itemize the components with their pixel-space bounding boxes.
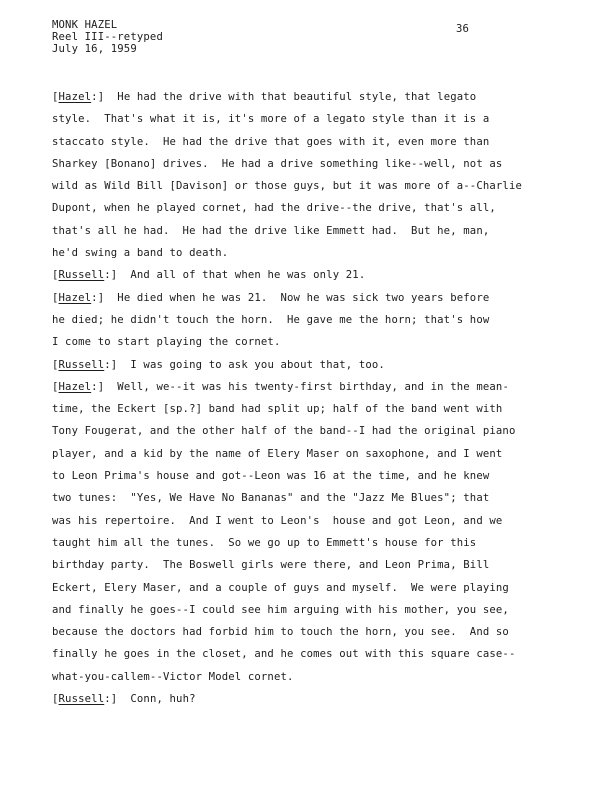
line-text: birthday party. The Boswell girls were there, and Leon Prima, Bill (52, 559, 490, 572)
line-text: style. That's what it is, it's more of a legato style than it is a (52, 113, 490, 126)
transcript-line (52, 420, 572, 442)
speaker-label: Hazel (58, 91, 92, 103)
line-text: I was going to ask you about that, too. (130, 358, 385, 371)
line-text: He died when he was 21. Now he was sick two years before (117, 291, 490, 304)
line-text: finally he goes in the closet, and he comes out with this square case-- (52, 648, 516, 661)
document-header (52, 19, 163, 55)
transcript-line (52, 621, 572, 643)
transcript-line (52, 599, 572, 621)
line-text: He had the drive with that beautiful style, that legato (117, 91, 477, 103)
reel-label: Reel III--retyped (52, 31, 163, 43)
line-text: Sharkey [Bonano] drives. He had a drive something like--well, not as (52, 157, 503, 170)
speaker-label: Russell (58, 269, 105, 282)
transcript-line: [Russell:] Conn, huh? (52, 693, 196, 706)
line-text: because the doctors had forbid him to touch the horn, you see. And so (52, 626, 509, 639)
transcript-line (52, 309, 572, 331)
transcript-line (52, 554, 572, 576)
line-text: he'd swing a band to death. (52, 247, 229, 260)
line-text: taught him all the tunes. So we go up to Emmett's house for this (52, 536, 477, 549)
line-text: Eckert, Elery Maser, and a couple of guys and myself. We were playing (52, 581, 509, 594)
transcript-line (52, 443, 572, 465)
transcript-line (52, 398, 572, 420)
line-text: Well, we--it was his twenty-first birthday, and in the mean- (117, 380, 509, 393)
transcript-line (52, 242, 572, 264)
transcript-line (52, 197, 572, 219)
speaker-label: Russell (58, 693, 105, 706)
transcript-line (52, 331, 572, 353)
interviewee-name: MONK HAZEL (52, 19, 118, 31)
transcript-line (52, 153, 572, 175)
line-text: staccato style. He had the drive that goes with it, even more than (52, 135, 490, 148)
line-text: And all of that when he was only 21. (130, 269, 366, 282)
line-text: I come to start playing the cornet. (52, 336, 281, 349)
transcript-line (52, 532, 572, 554)
transcript-body (52, 86, 572, 710)
transcript-line (52, 666, 572, 688)
interview-date: July 16, 1959 (52, 43, 137, 55)
line-text: that's all he had. He had the drive like Emmett had. But he, man, (52, 224, 490, 237)
line-text: Dupont, when he played cornet, had the drive--the drive, that's all, (52, 202, 496, 215)
transcript-line: [Hazel:] He had the drive with that beautiful style, that legato (52, 91, 477, 103)
speaker-label: Hazel (58, 291, 92, 304)
transcript-line: [Hazel:] Well, we--it was his twenty-first birthday, and in the mean- (52, 380, 509, 393)
transcript-line (52, 131, 572, 153)
line-text: time, the Eckert [sp.?] band had split up; half of the band went with (52, 403, 503, 416)
line-text: was his repertoire. And I went to Leon's house and got Leon, and we (52, 514, 503, 527)
line-text: player, and a kid by the name of Elery Maser on saxophone, and I went (52, 447, 503, 460)
transcript-line (52, 487, 572, 509)
page-number: 36 (456, 23, 470, 35)
transcript-line (52, 220, 572, 242)
line-text: Conn, huh? (130, 693, 196, 706)
transcript-line (52, 643, 572, 665)
line-text: to Leon Prima's house and got--Leon was 16 at the time, and he knew (52, 470, 490, 483)
speaker-label: Hazel (58, 380, 92, 393)
line-text: what-you-callem--Victor Model cornet. (52, 670, 294, 683)
transcript-line (52, 465, 572, 487)
transcript-line: [Russell:] And all of that when he was only 21. (52, 269, 366, 282)
transcript-line: [Russell:] I was going to ask you about that, too. (52, 358, 385, 371)
transcript-line: [Hazel:] He died when he was 21. Now he was sick two years before (52, 291, 490, 304)
speaker-label: Russell (58, 358, 105, 371)
line-text: wild as Wild Bill [Davison] or those guys, but it was more of a--Charlie (52, 180, 523, 193)
transcript-line (52, 510, 572, 532)
transcript-line (52, 175, 572, 197)
line-text: and finally he goes--I could see him arguing with his mother, you see, (52, 603, 509, 616)
line-text: two tunes: "Yes, We Have No Bananas" and the "Jazz Me Blues"; that (52, 492, 490, 505)
line-text: he died; he didn't touch the horn. He gave me the horn; that's how (52, 313, 490, 326)
line-text: Tony Fougerat, and the other half of the band--I had the original piano (52, 425, 516, 438)
transcript-line (52, 577, 572, 599)
transcript-line (52, 108, 572, 130)
